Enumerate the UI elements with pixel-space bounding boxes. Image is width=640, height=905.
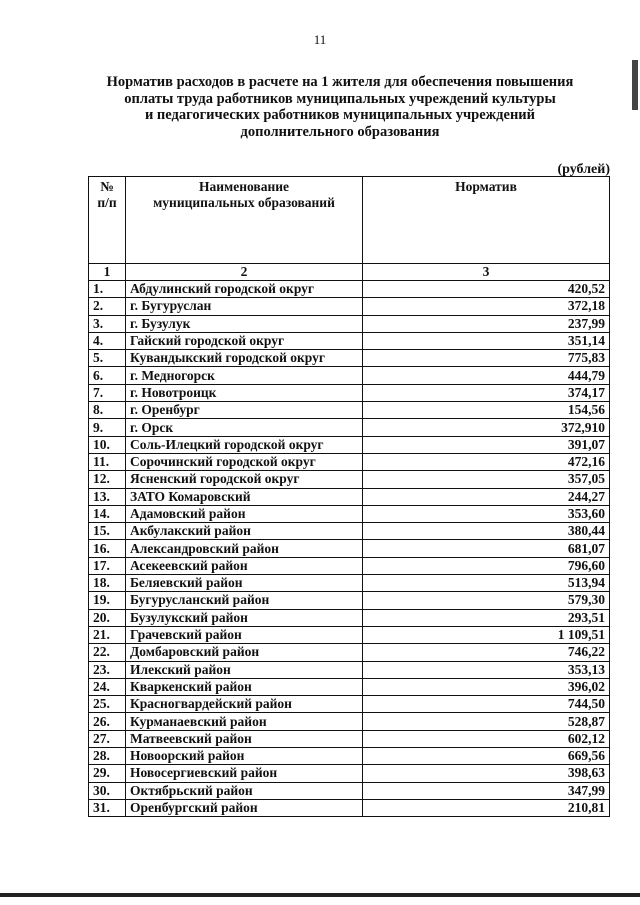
table-row xyxy=(89,730,610,747)
scan-bottom-edge xyxy=(0,893,640,897)
table-row xyxy=(89,557,610,574)
table-row xyxy=(89,471,610,488)
row-name: Домбаровский район xyxy=(126,644,363,661)
row-value: 398,63 xyxy=(363,765,610,782)
row-name: Бугурусланский район xyxy=(126,592,363,609)
row-name: Ясненский городской округ xyxy=(126,471,363,488)
row-number: 24. xyxy=(89,678,126,695)
title-line: дополнительного образования xyxy=(240,123,440,140)
row-name: ЗАТО Комаровский xyxy=(126,488,363,505)
row-name: Беляевский район xyxy=(126,575,363,592)
row-number: 31. xyxy=(89,799,126,816)
row-number: 25. xyxy=(89,696,126,713)
table-row xyxy=(89,661,610,678)
row-name: Оренбургский район xyxy=(126,799,363,816)
row-number: 29. xyxy=(89,765,126,782)
row-value: 357,05 xyxy=(363,471,610,488)
table-row xyxy=(89,281,610,298)
row-number: 6. xyxy=(89,367,126,384)
title-line: и педагогических работников муниципальных учреждений xyxy=(144,107,536,123)
row-name: Матвеевский район xyxy=(126,730,363,747)
row-name: Гайский городской округ xyxy=(126,332,363,349)
table-header-row xyxy=(89,177,610,264)
table-row xyxy=(89,678,610,695)
row-number: 19. xyxy=(89,592,126,609)
row-number: 11. xyxy=(89,453,126,470)
row-number: 21. xyxy=(89,626,126,643)
header-number xyxy=(89,177,126,264)
row-value: 602,12 xyxy=(363,730,610,747)
row-name: г. Новотроицк xyxy=(126,384,363,401)
row-name: Александровский район xyxy=(126,540,363,557)
row-value: 681,07 xyxy=(363,540,610,557)
table-row xyxy=(89,713,610,730)
column-number: 2 xyxy=(126,264,363,281)
row-name: Асекеевский район xyxy=(126,557,363,574)
row-name: Соль-Илецкий городской округ xyxy=(126,436,363,453)
table-row xyxy=(89,696,610,713)
row-value: 472,16 xyxy=(363,453,610,470)
row-name: Кувандыкский городской округ xyxy=(126,350,363,367)
row-name: Курманаевский район xyxy=(126,713,363,730)
row-name: Адамовский район xyxy=(126,505,363,522)
row-name: Октябрьский район xyxy=(126,782,363,799)
header-name xyxy=(126,177,363,264)
row-number: 26. xyxy=(89,713,126,730)
row-number: 7. xyxy=(89,384,126,401)
row-number: 4. xyxy=(89,332,126,349)
table-row xyxy=(89,592,610,609)
row-name: Илекский район xyxy=(126,661,363,678)
row-name: Бузулукский район xyxy=(126,609,363,626)
table-row xyxy=(89,315,610,332)
table-row xyxy=(89,609,610,626)
table-row xyxy=(89,436,610,453)
table-row xyxy=(89,748,610,765)
row-number: 22. xyxy=(89,644,126,661)
row-name: Грачевский район xyxy=(126,626,363,643)
row-name: г. Медногорск xyxy=(126,367,363,384)
row-value: 528,87 xyxy=(363,713,610,730)
row-number: 12. xyxy=(89,471,126,488)
row-value: 796,60 xyxy=(363,557,610,574)
row-number: 14. xyxy=(89,505,126,522)
row-value: 396,02 xyxy=(363,678,610,695)
row-number: 3. xyxy=(89,315,126,332)
row-name: Кваркенский район xyxy=(126,678,363,695)
column-number: 3 xyxy=(363,264,610,281)
table-row xyxy=(89,453,610,470)
row-value: 353,13 xyxy=(363,661,610,678)
row-value: 746,22 xyxy=(363,644,610,661)
table-row xyxy=(89,540,610,557)
row-value: 669,56 xyxy=(363,748,610,765)
row-number: 23. xyxy=(89,661,126,678)
table-row xyxy=(89,782,610,799)
column-numbers-row xyxy=(89,264,610,281)
row-value: 391,07 xyxy=(363,436,610,453)
row-name: г. Бузулук xyxy=(126,315,363,332)
row-number: 18. xyxy=(89,575,126,592)
row-value: 579,30 xyxy=(363,592,610,609)
row-value: 374,17 xyxy=(363,384,610,401)
column-number: 1 xyxy=(89,264,126,281)
row-value: 347,99 xyxy=(363,782,610,799)
row-number: 30. xyxy=(89,782,126,799)
row-name: Акбулакский район xyxy=(126,523,363,540)
title-line: Норматив расходов в расчете на 1 жителя для обеспечения повышения xyxy=(106,74,574,90)
header-value: Норматив xyxy=(363,177,610,264)
row-value: 353,60 xyxy=(363,505,610,522)
table-row xyxy=(89,367,610,384)
row-number: 13. xyxy=(89,488,126,505)
table-row xyxy=(89,799,610,816)
header-name-line2: муниципальных образований xyxy=(153,195,335,210)
row-value: 210,81 xyxy=(363,799,610,816)
header-name-line1: Наименование xyxy=(199,179,289,194)
title-line: оплаты труда работников муниципальных учреждений культуры xyxy=(124,90,556,107)
table-row xyxy=(89,575,610,592)
row-value: 444,79 xyxy=(363,367,610,384)
scan-edge-mark xyxy=(632,60,638,110)
row-name: г. Бугуруслан xyxy=(126,298,363,315)
row-name: Сорочинский городской округ xyxy=(126,453,363,470)
table-row xyxy=(89,626,610,643)
row-value: 351,14 xyxy=(363,332,610,349)
row-number: 17. xyxy=(89,557,126,574)
row-name: Новосергиевский район xyxy=(126,765,363,782)
row-value: 372,18 xyxy=(363,298,610,315)
table-row xyxy=(89,765,610,782)
row-name: г. Орск xyxy=(126,419,363,436)
row-number: 5. xyxy=(89,350,126,367)
row-number: 8. xyxy=(89,402,126,419)
row-number: 28. xyxy=(89,748,126,765)
row-value: 513,94 xyxy=(363,575,610,592)
table-row xyxy=(89,644,610,661)
row-value: 154,56 xyxy=(363,402,610,419)
row-name: Красногвардейский район xyxy=(126,696,363,713)
table-row xyxy=(89,523,610,540)
row-value: 380,44 xyxy=(363,523,610,540)
row-name: Абдулинский городской округ xyxy=(126,281,363,298)
row-value: 420,52 xyxy=(363,281,610,298)
header-number-line2: п/п xyxy=(97,195,117,210)
row-value: 744,50 xyxy=(363,696,610,713)
document-title xyxy=(90,74,590,140)
table-row xyxy=(89,384,610,401)
page-number: 11 xyxy=(313,32,327,47)
row-number: 1. xyxy=(89,281,126,298)
row-number: 20. xyxy=(89,609,126,626)
row-value: 237,99 xyxy=(363,315,610,332)
header-number-line1: № xyxy=(100,179,114,194)
table-row xyxy=(89,298,610,315)
row-number: 10. xyxy=(89,436,126,453)
row-name: Новоорский район xyxy=(126,748,363,765)
row-number: 15. xyxy=(89,523,126,540)
table-row xyxy=(89,419,610,436)
table-row xyxy=(89,402,610,419)
row-value: 1 109,51 xyxy=(363,626,610,643)
row-number: 9. xyxy=(89,419,126,436)
row-value: 244,27 xyxy=(363,488,610,505)
row-name: г. Оренбург xyxy=(126,402,363,419)
table-row xyxy=(89,505,610,522)
units-label: (рублей) xyxy=(557,162,610,177)
row-value: 775,83 xyxy=(363,350,610,367)
table-row xyxy=(89,332,610,349)
row-value: 372,910 xyxy=(363,419,610,436)
row-number: 2. xyxy=(89,298,126,315)
row-value: 293,51 xyxy=(363,609,610,626)
table-row xyxy=(89,350,610,367)
row-number: 27. xyxy=(89,730,126,747)
table-row xyxy=(89,488,610,505)
norms-table xyxy=(88,176,610,817)
row-number: 16. xyxy=(89,540,126,557)
